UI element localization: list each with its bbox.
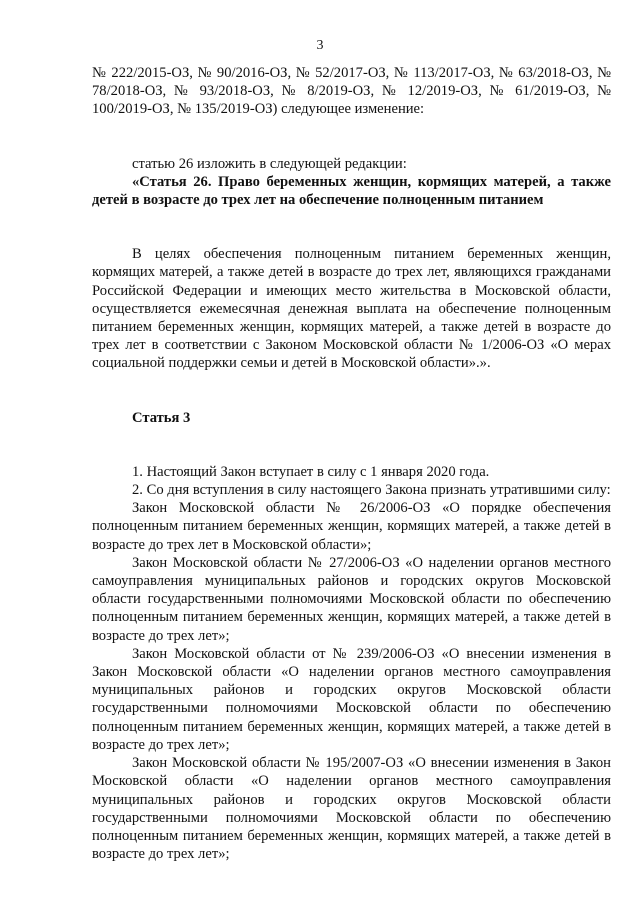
repealed-law-4: Закон Московской области № 195/2007-ОЗ «О внесении изменения в Закон Московской области «О наделении органов местного самоуправления муниципальных районов и городских округов Московской области государственными полномочиями Московской области по обеспечению полноценным питанием беременных женщин, кормящих матерей, а также детей в возрасте до трех лет»; <box>92 755 611 863</box>
intro-paragraph: № 222/2015-ОЗ, № 90/2016-ОЗ, № 52/2017-ОЗ, № 113/2017-ОЗ, № 63/2018-ОЗ, № 78/2018-ОЗ, № 93/2018-ОЗ, № 8/2019-ОЗ, № 12/2019-ОЗ, № 61/2019-ОЗ, № 100/2019-ОЗ, № 135/2019-ОЗ) следующее изменение: <box>92 65 611 118</box>
document-body <box>92 64 611 863</box>
repealed-law-1: Закон Московской области № 26/2006-ОЗ «О порядке обеспечения полноценным питанием беременных женщин, кормящих матерей, а также детей в возрасте до трех лет в Московской области»; <box>92 500 611 553</box>
article-26-body: В целях обеспечения полноценным питанием беременных женщин, кормящих матерей, а также детей в возрасте до трех лет, являющихся гражданами Российской Федерации и имеющих место жительства в Московской области, осуществляется ежемесячная денежная выплата на обеспечение полноценным питанием беременных женщин, кормящих матерей, а также детей в возрасте до трех лет в соответствии с Законом Московской области № 1/2006-ОЗ «О мерах социальной поддержки семьи и детей в Московской области».». <box>92 246 611 372</box>
repealed-law-3: Закон Московской области от № 239/2006-ОЗ «О внесении изменения в Закон Московской области «О наделении органов местного самоуправления муниципальных районов и городских округов Московской области государственными полномочиями Московской области по обеспечению полноценным питанием беременных женщин, кормящих матерей, а также детей в возрасте до трех лет»; <box>92 645 611 753</box>
article-3-item-1: 1. Настоящий Закон вступает в силу с 1 января 2020 года. <box>132 463 490 480</box>
article-3-heading: Статья 3 <box>132 409 191 426</box>
article-26-heading: «Статья 26. Право беременных женщин, кормящих матерей, а также детей в возрасте до трех лет на обеспечение полноценным питанием <box>92 173 611 209</box>
repealed-law-2: Закон Московской области № 27/2006-ОЗ «О наделении органов местного самоуправления муниципальных районов и городских округов Московской области государственными полномочиями Московской области по обеспечению полноценным питанием беременных женщин, кормящих матерей, а также детей в возрасте до трех лет»; <box>92 554 611 644</box>
amendment-instruction: статью 26 изложить в следующей редакции: <box>132 155 407 172</box>
article-3-item-2: 2. Со дня вступления в силу настоящего Закона признать утратившими силу: <box>132 482 611 499</box>
page-number: 3 <box>316 38 324 53</box>
